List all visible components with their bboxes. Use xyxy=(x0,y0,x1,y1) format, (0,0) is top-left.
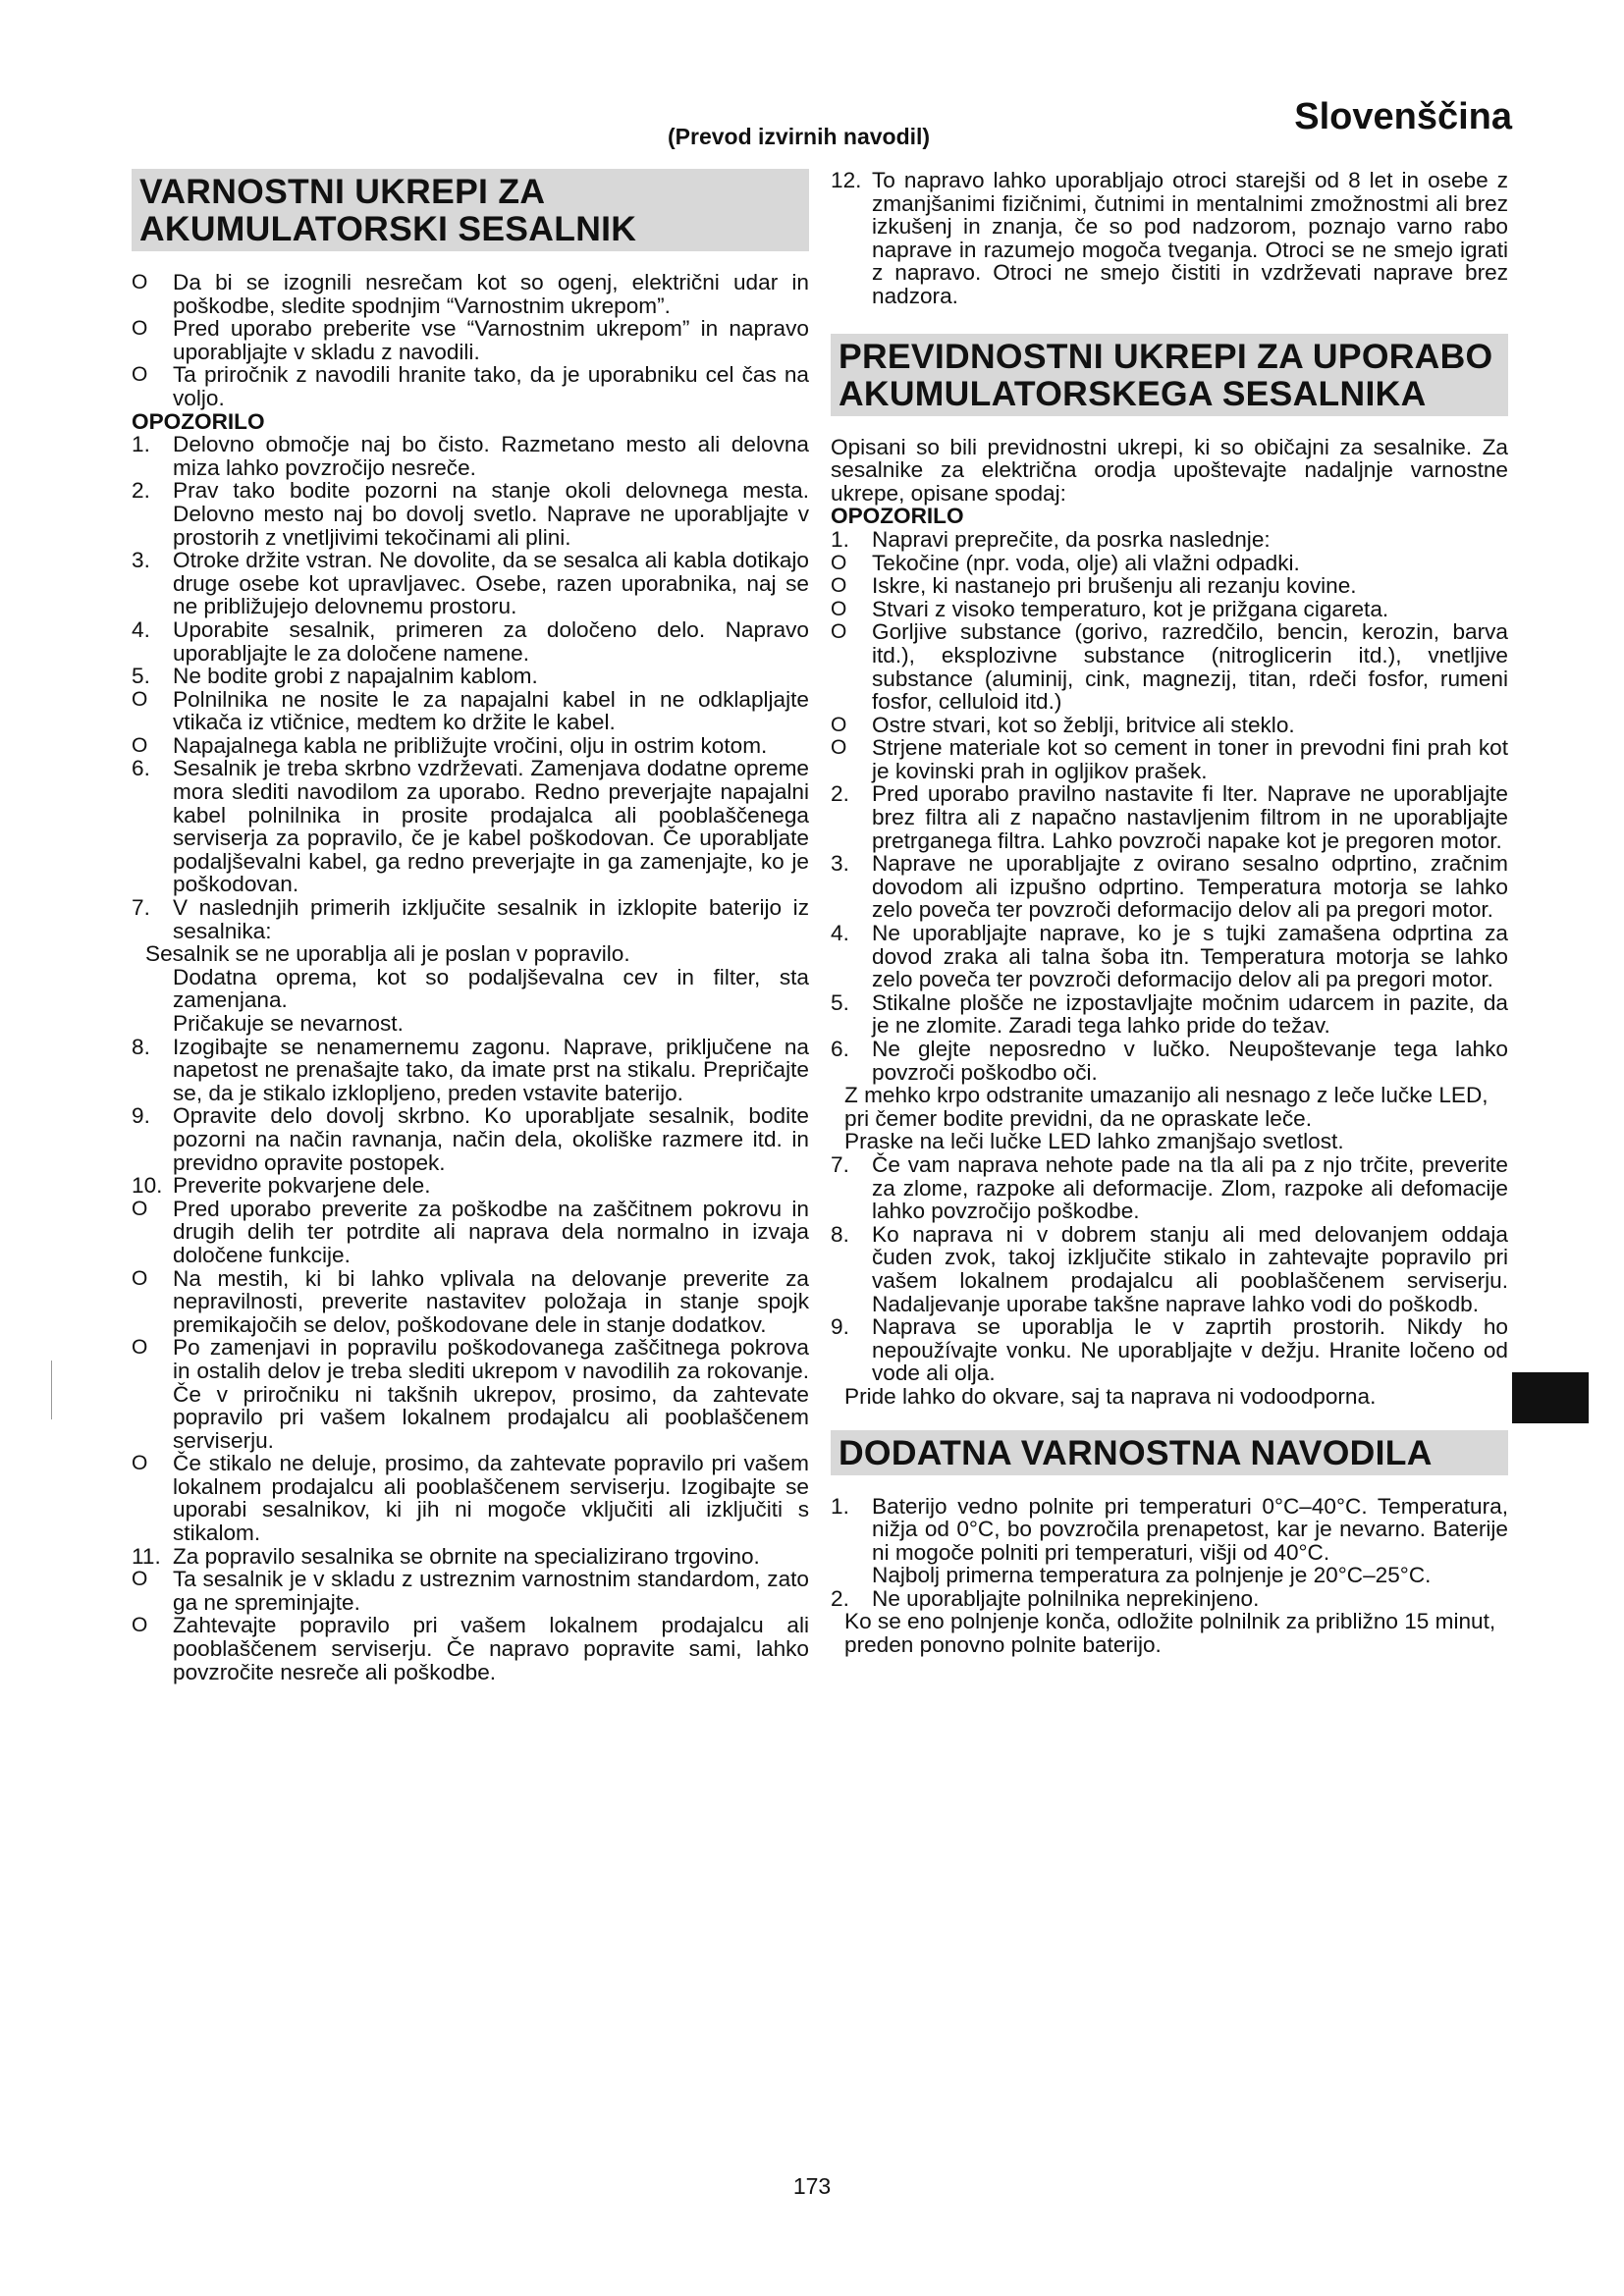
list-item: O Ta sesalnik je v skladu z ustreznim varnostnim standardom, zato ga ne spreminjajte. xyxy=(132,1567,809,1615)
language-tab-marker xyxy=(1512,1372,1589,1423)
list-item: 7. Če vam naprava nehote pade na tla ali pa z njo trčite, preverite za zlome, razpoke ali deformacije. Zlom, razpoke ali defomacije lahko povzročijo poškodbe. xyxy=(831,1151,1508,1224)
bullet-icon: O xyxy=(831,736,847,760)
list-item: 3. Otroke držite vstran. Ne dovolite, da se sesalca ali kabla dotikajo druge osebe kot upravljavec. Osebe, razen uporabnika, naj se ne približujejo delovnemu prostoru. xyxy=(132,548,809,619)
list-item: 5. Ne bodite grobi z napajalnim kablom. xyxy=(132,664,538,689)
list-item: O Tekočine (npr. voda, olje) ali vlažni odpadki. xyxy=(831,550,1300,575)
list-subline: Sesalnik se ne uporablja ali je poslan v popravilo. xyxy=(145,941,630,967)
subtitle: (Prevod izvirnih navodil) xyxy=(668,124,931,149)
list-item: O Po zamenjavi in popravilu poškodovanega zaščitnega pokrova in ostalih delov je treba slediti ukrepom v navodilih za rokovanje. Če v priročniku ni takšnih ukrepov, prosimo, da zahtevate popravilo pri vašem lokalnem prodajalcu ali pooblaščenem serviserju. xyxy=(132,1335,809,1453)
list-item: O Polnilnika ne nosite le za napajalni kabel in ne odklapljajte vtikača iz vtičnice, medtem ko držite le kabel. xyxy=(132,686,809,735)
list-item: 2. Pred uporabo pravilno nastavite fi lter. Naprave ne uporabljajte brez filtra ali z napačno nastavljenim filtrom in ne uporabljajte pretrganega filtra. Lahko povzroči napake kot je pregoren motor. xyxy=(831,781,1508,853)
list-item: 4. Uporabite sesalnik, primeren za določeno delo. Napravo uporabljajte le za določene namene. xyxy=(132,616,809,666)
list-item: 8. Izogibajte se nenamernemu zagonu. Naprave, priključene na napetost ne prenašajte tako, da imate prst na stikalu. Prepričajte se, da je stikalo izklopljeno, preden vstavite baterijo. xyxy=(132,1034,809,1105)
list-subline: Najbolj primerna temperatura za polnjenje je 20°C–25°C. xyxy=(872,1563,1432,1588)
list-item: 9. Opravite delo dovolj skrbno. Ko uporabljate sesalnik, bodite pozorni na način ravnanja, način dela, okoliške razmere itd. in previdno opravite postopek. xyxy=(132,1103,809,1175)
bullet-icon: O xyxy=(132,1568,148,1591)
bullet-icon: O xyxy=(132,1614,148,1637)
list-item: O Pred uporabo preberite vse “Varnostnim ukrepom” in napravo uporabljajte v skladu z navodili. xyxy=(132,316,809,364)
list-item: 2. Ne uporabljajte polnilnika neprekinjeno. xyxy=(831,1585,1260,1611)
list-item: 4. Ne uporabljajte naprave, ko je s tujki zamašena odprtina za dovod zraka ali talna šoba itn. Temperatura motorja se lahko zelo poveča ter povzroči deformacijo delov ali pa pregori motor. xyxy=(831,921,1508,992)
bullet-icon: O xyxy=(132,363,148,387)
list-subline: Praske na leči lučke LED lahko zmanjšajo svetlost. xyxy=(844,1129,1344,1154)
list-item: 11. Za popravilo sesalnika se obrnite na specializirano trgovino. xyxy=(132,1543,760,1569)
section-intro: Opisani so bili previdnostni ukrepi, ki so običajni za sesalnike. Za sesalnike za električna orodja upoštevajte nadaljnje varnostne ukrepe, opisane spodaj: xyxy=(831,434,1508,506)
list-subline: Pričakuje se nevarnost. xyxy=(173,1011,404,1036)
bullet-icon: O xyxy=(831,551,847,574)
section-heading-safety: VARNOSTNI UKREPI ZA AKUMULATORSKI SESALNIK xyxy=(132,169,809,251)
warning-label: OPOZORILO xyxy=(831,504,964,529)
bullet-icon: O xyxy=(831,620,847,644)
bullet-icon: O xyxy=(132,733,148,757)
list-item: O Strjene materiale kot so cement in toner in prevodni fini prah kot je kovinski prah in ogljikov prašek. xyxy=(831,735,1508,783)
list-item: 12. To napravo lahko uporabljajo otroci starejši od 8 let in osebe z zmanjšanimi fizičnimi, čutnimi in mentalnimi zmožnostmi ali brez izkušenj in znanja, če so pod nadzorom, poznajo varno rabo naprave in razumejo mogoča tveganja. Otroci se ne smejo igrati z napravo. Otroci ne smejo čistiti in vzdrževati naprave brez nadzora. xyxy=(831,168,1508,308)
list-item: O Da bi se izognili nesrečam kot so ogenj, električni udar in poškodbe, sledite spodnjim “Varnostnim ukrepom”. xyxy=(132,270,809,318)
page-number: 173 xyxy=(792,2173,832,2199)
list-subline: Z mehko krpo odstranite umazanijo ali nesnago z leče lučke LED, pri čemer bodite previdni, da ne opraskate leče. xyxy=(844,1083,1489,1131)
list-item: O Če stikalo ne deluje, prosimo, da zahtevate popravilo pri vašem lokalnem prodajalcu ali pooblaščenem serviserju. Izogibajte se uporabi sesalnikov, ki jih ni mogoče vključiti ali izključiti s stikalom. xyxy=(132,1451,809,1546)
language-label: Slovenščina xyxy=(1294,96,1512,137)
right-column xyxy=(831,169,1508,1657)
list-subline: Pride lahko do okvare, saj ta naprava ni vodoodporna. xyxy=(844,1383,1377,1409)
bullet-icon: O xyxy=(132,687,148,711)
bullet-icon: O xyxy=(831,574,847,598)
list-item: O Gorljive substance (gorivo, razredčilo, bencin, kerozin, barva itd.), eksplozivne substance (nitroglicerin itd.), vnetljive substance (aluminij, cink, magnezij, titan, rdeči fosfor, rumeni fosfor, celluloid itd.) xyxy=(831,619,1508,715)
section-heading-additional: DODATNA VARNOSTNA NAVODILA xyxy=(831,1430,1508,1475)
list-item: 1. Delovno območje naj bo čisto. Razmetano mesto ali delovna miza lahko povzročijo nesreče. xyxy=(132,432,809,480)
list-item: O Zahtevajte popravilo pri vašem lokalnem prodajalcu ali pooblaščenem serviserju. Če napravo popravite sami, lahko povzročite nesreče ali poškodbe. xyxy=(132,1613,809,1684)
list-item: 1. Napravi preprečite, da posrka naslednje: xyxy=(831,526,1271,552)
list-item: O Napajalnega kabla ne približujte vročini, olju in ostrim kotom. xyxy=(132,732,768,758)
section-heading-precautions: PREVIDNOSTNI UKREPI ZA UPORABO AKUMULATORSKEGA SESALNIKA xyxy=(831,334,1508,416)
list-subline: Ko se eno polnjenje konča, odložite polnilnik za približno 15 minut, preden ponovno polnite baterijo. xyxy=(844,1609,1496,1658)
list-subline: Dodatna oprema, kot so podaljševalna cev in filter, sta zamenjana. xyxy=(173,964,809,1013)
list-item: 10. Preverite pokvarjene dele. xyxy=(132,1173,431,1199)
list-item: 6. Ne glejte neposredno v lučko. Neupoštevanje tega lahko povzroči poškodbo oči. xyxy=(831,1037,1508,1085)
list-item: O Ta priročnik z navodili hranite tako, da je uporabniku cel čas na voljo. xyxy=(132,362,809,410)
list-item: O Na mestih, ki bi lahko vplivala na delovanje preverite za nepravilnosti, preverite nastavitev položaja in stanje spojk premikajočih se delov, poškodovane dele in stanje dodatkov. xyxy=(132,1265,809,1337)
warning-label: OPOZORILO xyxy=(132,408,265,434)
list-item: 2. Prav tako bodite pozorni na stanje okoli delovnega mesta. Delovno mesto naj bo dovolj svetlo. Naprave ne uporabljajte v prostorih z vnetljivimi tekočinami ali plini. xyxy=(132,478,809,550)
bullet-icon: O xyxy=(132,1452,148,1475)
list-item: 6. Sesalnik je treba skrbno vzdrževati. Zamenjava dodatne opreme mora slediti navodilom za uporabo. Redno preverjajte napajalni kabel polnilnika in prosite prodajalca ali pooblaščenega serviserja za popravilo, če je kabel poškodovan. Če uporabljate podaljševalni kabel, ga redno preverjajte in ga zamenjajte, ko je poškodovan. xyxy=(132,756,809,897)
bullet-icon: O xyxy=(132,1336,148,1360)
bullet-icon: O xyxy=(831,713,847,736)
left-column xyxy=(132,169,809,1683)
bullet-icon: O xyxy=(132,271,148,294)
bullet-icon: O xyxy=(132,317,148,341)
list-item: O Iskre, ki nastanejo pri brušenju ali rezanju kovine. xyxy=(831,573,1357,599)
list-item: O Stvari z visoko temperaturo, kot je prižgana cigareta. xyxy=(831,596,1389,621)
list-item: 3. Naprave ne uporabljajte z ovirano sesalno odprtino, zračnim dovodom ali izpušno odprtino. Temperatura motorja se lahko zelo poveča ter povzroči deformacijo delov ali pa pregori motor. xyxy=(831,851,1508,923)
list-item: 5. Stikalne plošče ne izpostavljajte močnim udarcem in pazite, da je ne zlomite. Zaradi tega lahko pride do težav. xyxy=(831,989,1508,1039)
bullet-icon: O xyxy=(831,597,847,620)
list-item: O Pred uporabo preverite za poškodbe na zaščitnem pokrovu in drugih delih ter potrdite ali naprava dela normalno in izvaja določene funkcije. xyxy=(132,1196,809,1267)
list-item: 7. V naslednjih primerih izključite sesalnik in izklopite baterijo iz sesalnika: xyxy=(132,895,809,943)
list-item: 1. Baterijo vedno polnite pri temperaturi 0°C–40°C. Temperatura, nižja od 0°C, bo povzročila prenapetost, kar je nevarno. Baterije ni mogoče polniti pri temperaturi, višji od 40°C. xyxy=(831,1493,1508,1565)
bullet-icon: O xyxy=(132,1266,148,1290)
list-item: 8. Ko naprava ni v dobrem stanju ali med delovanjem oddaja čuden zvok, takoj izključite stikalo in zahtevajte popravilo pri vašem lokalnem prodajalcu ali pooblaščenem serviserju. Nadaljevanje uporabe takšne naprave lahko vodi do poškodb. xyxy=(831,1221,1508,1316)
list-item: O Ostre stvari, kot so žeblji, britvice ali steklo. xyxy=(831,712,1295,737)
margin-mark xyxy=(51,1361,52,1419)
list-item: 9. Naprava se uporablja le v zaprtih prostorih. Nikdy ho nepoužívajte vonku. Ne uporabljajte v dežju. Hranite ločeno od vode ali olja. xyxy=(831,1314,1508,1386)
bullet-icon: O xyxy=(132,1197,148,1220)
